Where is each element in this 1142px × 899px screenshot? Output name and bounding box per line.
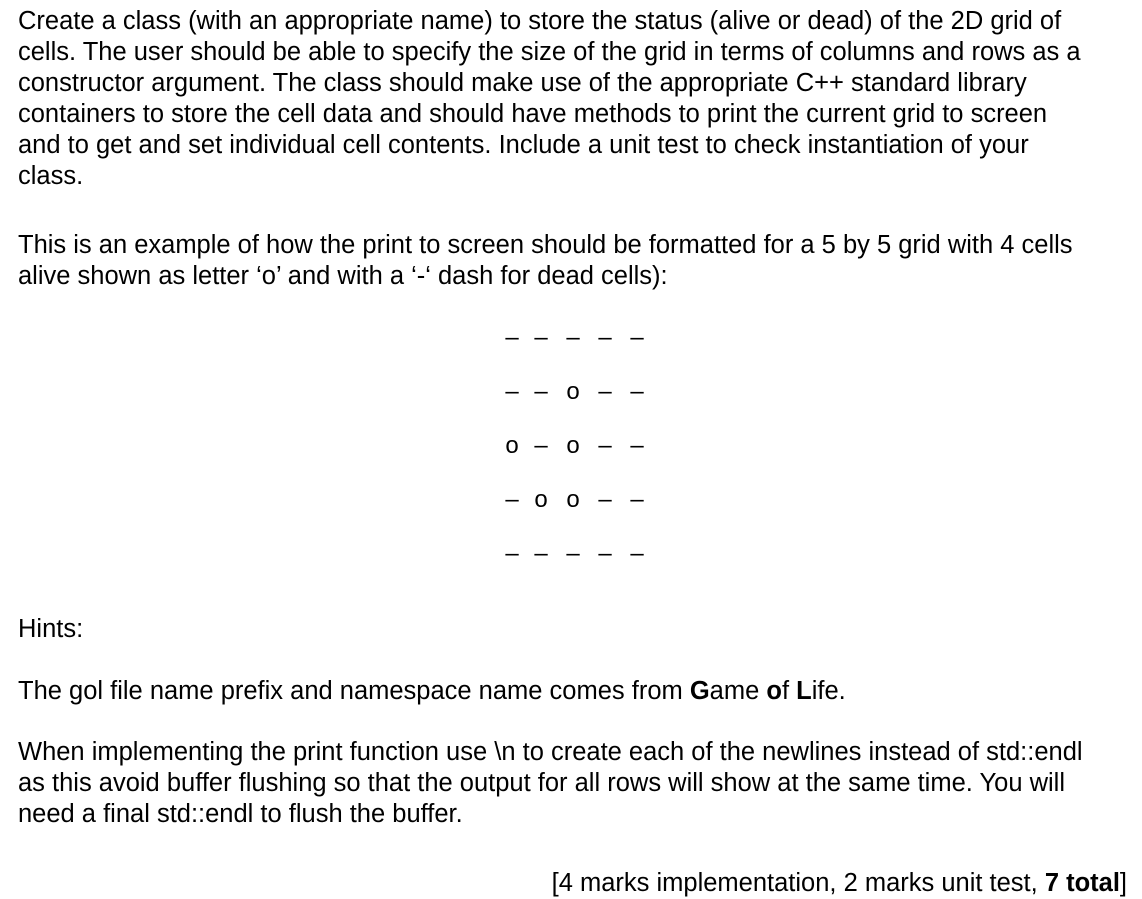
assignment-page — [18, 6, 1132, 899]
grid-cell: – — [505, 540, 519, 567]
gol-hint-ife: ife. — [811, 677, 846, 705]
grid-cell: o — [566, 378, 580, 405]
print-hint-line-3: need a final std::endl to flush the buffer. — [18, 800, 463, 828]
grid-cell: o — [534, 486, 548, 513]
gol-hint-f: f — [781, 677, 797, 705]
marks-line — [18, 868, 1132, 899]
gol-hint-ame: ame — [709, 677, 767, 705]
grid-cell: – — [505, 486, 519, 513]
grid-cell: – — [598, 378, 612, 405]
print-hint-line-2: as this avoid buffer flushing so that the output for all rows will show at the same time. You will — [18, 769, 1065, 797]
marks-total: 7 total — [1044, 869, 1120, 897]
grid-cell: – — [566, 324, 580, 351]
grid-cell: – — [598, 432, 612, 459]
example-line-2: alive shown as letter ‘o’ and with a ‘-‘ dash for dead cells): — [18, 262, 668, 290]
example-line-1: This is an example of how the print to screen should be formatted for a 5 by 5 grid with 4 cells — [18, 231, 1073, 259]
grid-cell: o — [505, 432, 519, 459]
hints-heading: Hints: — [18, 615, 84, 643]
grid-cell: – — [505, 324, 519, 351]
intro-paragraph — [18, 6, 1132, 192]
grid-cell: o — [566, 486, 580, 513]
grid-cell: – — [534, 378, 548, 405]
grid-cell: – — [598, 540, 612, 567]
grid-cell: – — [630, 324, 644, 351]
gol-hint-g: G — [689, 677, 710, 705]
intro-line-2: cells. The user should be able to specify the size of the grid in terms of columns and rows as a — [18, 38, 1081, 66]
marks-suffix: ] — [1119, 869, 1127, 897]
intro-line-5: and to get and set individual cell contents. Include a unit test to check instantiation of your — [18, 131, 1029, 159]
grid-cell: – — [630, 432, 644, 459]
grid-cell: – — [630, 540, 644, 567]
gol-hint — [18, 676, 1132, 707]
example-paragraph — [18, 230, 1132, 292]
grid-cell: – — [598, 324, 612, 351]
gol-hint-o: o — [766, 677, 782, 705]
grid-cell: – — [505, 378, 519, 405]
grid-cell: – — [630, 378, 644, 405]
marks-prefix: [4 marks implementation, 2 marks unit test, — [551, 869, 1045, 897]
grid-cell: – — [630, 486, 644, 513]
grid-cell: – — [534, 432, 548, 459]
print-hint-line-1: When implementing the print function use \n to create each of the newlines instead of std::endl — [18, 738, 1083, 766]
intro-line-3: constructor argument. The class should make use of the appropriate C++ standard library — [18, 69, 1027, 97]
example-grid — [0, 316, 1142, 586]
grid-cell: o — [566, 432, 580, 459]
gol-hint-l: L — [796, 677, 812, 705]
grid-cell: – — [534, 324, 548, 351]
grid-cell: – — [598, 486, 612, 513]
print-hint-paragraph — [18, 737, 1132, 830]
grid-cell: – — [534, 540, 548, 567]
intro-line-1: Create a class (with an appropriate name) to store the status (alive or dead) of the 2D grid of — [18, 7, 1062, 35]
intro-line-6: class. — [18, 162, 84, 190]
grid-cell: – — [566, 540, 580, 567]
gol-hint-prefix: The gol file name prefix and namespace name comes from — [18, 677, 690, 705]
intro-line-4: containers to store the cell data and should have methods to print the current grid to screen — [18, 100, 1048, 128]
